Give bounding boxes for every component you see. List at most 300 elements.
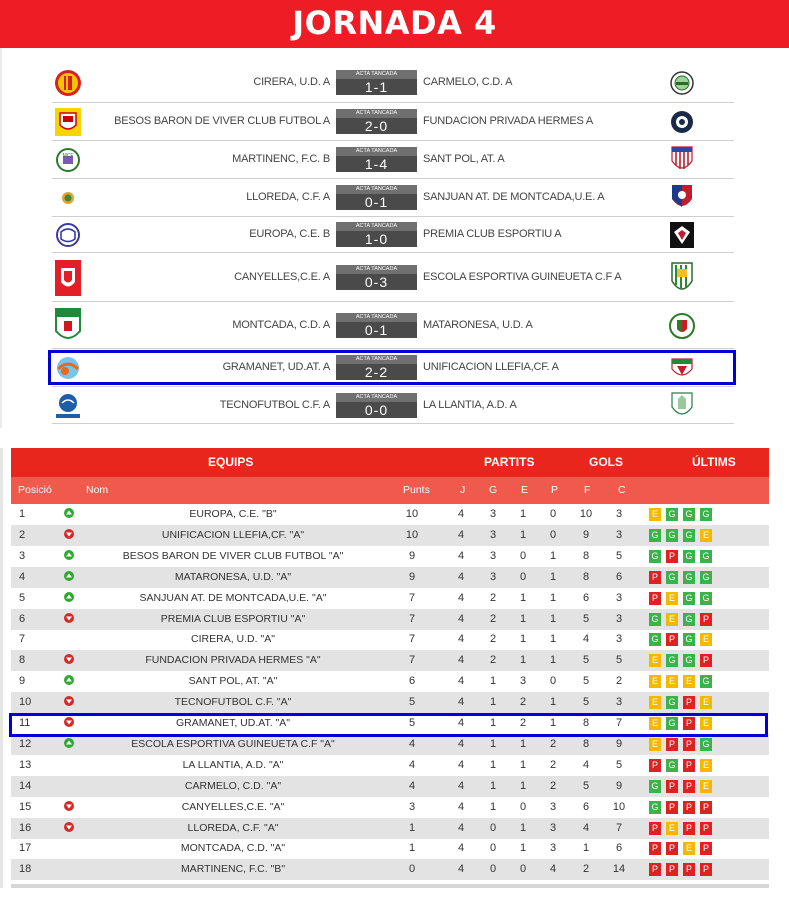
table-row[interactable] — [11, 650, 769, 671]
col-g: G — [489, 484, 498, 496]
last-result-badge: G — [649, 633, 661, 646]
goals-against-cell: 3 — [615, 528, 623, 541]
won-cell: 0 — [489, 842, 497, 855]
match-status: ACTA TANCADA — [336, 185, 417, 194]
table-group-header — [11, 448, 769, 477]
last-result-badge: G — [666, 654, 678, 667]
last-result-badge: G — [700, 550, 712, 563]
table-row[interactable] — [11, 629, 769, 650]
fixtures-edge — [0, 48, 2, 428]
played-cell: 4 — [457, 675, 465, 688]
team-name-cell[interactable]: ESCOLA ESPORTIVA GUINEUETA C.F "A" — [131, 737, 335, 750]
trend-up-icon — [64, 550, 74, 560]
points-cell: 9 — [408, 570, 416, 583]
last-result-badge: P — [666, 633, 678, 646]
position-cell: 2 — [19, 528, 26, 541]
highlight-row-gramanet — [9, 713, 768, 737]
besos-crest-icon — [54, 107, 82, 137]
hermes-crest-icon — [668, 107, 696, 137]
goals-against-cell: 14 — [612, 863, 626, 876]
drawn-cell: 1 — [519, 821, 527, 834]
position-cell: 16 — [19, 821, 32, 834]
match-status: ACTA TANCADA — [336, 147, 417, 156]
goals-for-cell: 5 — [582, 779, 590, 792]
points-cell: 1 — [408, 821, 416, 834]
last-result-badge: E — [649, 508, 661, 521]
drawn-cell: 0 — [519, 800, 527, 813]
position-cell: 13 — [19, 758, 32, 771]
team-name-cell[interactable]: MATARONESA, U.D. "A" — [174, 570, 292, 583]
position-cell: 5 — [19, 591, 26, 604]
points-cell: 10 — [405, 528, 419, 541]
last-result-badge: G — [683, 529, 695, 542]
won-cell: 2 — [489, 591, 497, 604]
table-row[interactable] — [11, 755, 769, 776]
last-result-badge: E — [666, 613, 678, 626]
played-cell: 4 — [457, 758, 465, 771]
last-result-badge: E — [666, 675, 678, 688]
match-row[interactable] — [52, 253, 734, 302]
last-result-badge: P — [649, 842, 661, 855]
col-name: Nom — [86, 484, 109, 496]
highlight-match-gramanet — [48, 350, 736, 385]
goals-for-cell: 5 — [582, 696, 590, 709]
drawn-cell: 1 — [519, 591, 527, 604]
match-row[interactable] — [52, 141, 734, 179]
home-team-name[interactable]: TECNOFUTBOL C.F. A — [219, 398, 330, 411]
last-result-badge: G — [649, 550, 661, 563]
lost-cell: 3 — [549, 842, 557, 855]
last-result-badge: G — [700, 508, 712, 521]
table-row[interactable] — [11, 692, 769, 713]
llantia-crest-icon — [668, 392, 696, 420]
away-team-name[interactable]: MATARONESA, U.D. A — [423, 318, 533, 331]
last-result-badge: E — [700, 717, 712, 730]
last-result-badge: P — [666, 801, 678, 814]
goals-against-cell: 5 — [615, 549, 623, 562]
team-name-cell[interactable]: FUNDACION PRIVADA HERMES "A" — [145, 654, 321, 667]
goals-against-cell: 3 — [615, 612, 623, 625]
won-cell: 1 — [489, 675, 497, 688]
won-cell: 3 — [489, 528, 497, 541]
drawn-cell: 1 — [519, 779, 527, 792]
trend-down-icon — [64, 529, 74, 539]
position-cell: 18 — [19, 863, 32, 876]
drawn-cell: 1 — [519, 633, 527, 646]
last-result-badge: P — [683, 863, 695, 876]
points-cell: 5 — [408, 717, 416, 729]
won-cell: 3 — [489, 508, 497, 520]
home-team-name[interactable]: CANYELLES,C.E. A — [234, 270, 330, 283]
away-team-name[interactable]: ESCOLA ESPORTIVA GUINEUETA C.F A — [423, 270, 622, 283]
lost-cell: 1 — [549, 591, 557, 604]
table-row[interactable] — [11, 567, 769, 588]
position-cell: 11 — [19, 717, 31, 729]
goals-against-cell: 10 — [612, 800, 626, 813]
team-name-cell[interactable]: CARMELO, C.D. "A" — [184, 779, 282, 792]
team-name-cell[interactable]: GRAMANET, UD.AT. "A" — [175, 717, 291, 729]
points-cell: 1 — [408, 842, 416, 855]
goals-for-cell: 4 — [582, 633, 590, 646]
drawn-cell: 1 — [519, 842, 527, 855]
drawn-cell: 2 — [519, 717, 527, 729]
europa-crest-icon — [54, 222, 82, 248]
played-cell: 4 — [457, 863, 465, 876]
won-cell: 0 — [489, 863, 497, 876]
points-cell: 7 — [408, 591, 416, 604]
drawn-cell: 0 — [519, 570, 527, 583]
table-row[interactable] — [11, 546, 769, 567]
match-status: ACTA TANCADA — [336, 265, 417, 274]
last-result-badge: G — [700, 592, 712, 605]
last-result-badge: E — [683, 842, 695, 855]
match-status: ACTA TANCADA — [336, 393, 417, 402]
last-result-badge: G — [683, 613, 695, 626]
team-name-cell[interactable]: SANT POL, AT. "A" — [188, 675, 278, 688]
match-row[interactable] — [52, 217, 734, 253]
away-team-name[interactable]: LA LLANTIA, A.D. A — [423, 398, 517, 411]
goals-against-cell: 6 — [615, 570, 623, 583]
lost-cell: 0 — [549, 675, 557, 688]
lost-cell: 1 — [549, 633, 557, 646]
last-result-badge: G — [700, 738, 712, 751]
last-result-badge: P — [683, 759, 695, 772]
match-score[interactable]: 0-0 — [336, 402, 417, 418]
played-cell: 4 — [457, 821, 465, 834]
last-result-badge: E — [700, 696, 712, 709]
match-status: ACTA TANCADA — [336, 313, 417, 322]
carmelo-crest-icon — [668, 68, 696, 98]
tecnofutbol-crest-icon — [54, 392, 82, 420]
lost-cell: 1 — [549, 696, 557, 709]
lost-cell: 1 — [549, 717, 557, 729]
goals-against-cell: 5 — [615, 758, 623, 771]
last-result-badge: G — [683, 633, 695, 646]
played-cell: 4 — [457, 570, 465, 583]
points-cell: 7 — [408, 633, 416, 646]
matches-group-label: PARTITS — [484, 455, 535, 469]
last-result-badge: E — [700, 759, 712, 772]
last-result-badge: P — [649, 571, 661, 584]
lost-cell: 2 — [549, 737, 557, 750]
lost-cell: 2 — [549, 779, 557, 792]
lost-cell: 1 — [549, 570, 557, 583]
last-group-label: ÚLTIMS — [692, 455, 736, 469]
drawn-cell: 1 — [519, 612, 527, 625]
home-team-name[interactable]: MARTINENC, F.C. B — [232, 153, 330, 165]
won-cell: 0 — [489, 821, 497, 834]
home-team-name[interactable]: MONTCADA, C.D. A — [232, 318, 330, 331]
goals-group-label: GOLS — [589, 455, 624, 469]
last-result-badge: E — [649, 717, 661, 730]
last-result-badge: P — [683, 738, 695, 751]
played-cell: 4 — [457, 528, 465, 541]
last-result-badge: G — [700, 675, 712, 688]
away-team-name[interactable]: CARMELO, C.D. A — [423, 75, 513, 88]
drawn-cell: 2 — [519, 696, 527, 709]
last-result-badge: P — [666, 863, 678, 876]
match-score[interactable]: 1-0 — [336, 231, 417, 247]
last-result-badge: G — [649, 780, 661, 793]
team-name-cell[interactable]: LLOREDA, C.F. "A" — [187, 821, 279, 834]
home-team-name[interactable]: GRAMANET, UD.AT. A — [222, 361, 330, 373]
lost-cell: 0 — [549, 528, 557, 541]
sanjuan-crest-icon — [668, 185, 696, 211]
goals-for-cell: 8 — [582, 737, 590, 750]
last-result-badge: G — [666, 759, 678, 772]
goals-for-cell: 5 — [582, 654, 590, 667]
table-row[interactable] — [11, 671, 769, 692]
last-result-badge: P — [700, 801, 712, 814]
drawn-cell: 0 — [519, 549, 527, 562]
match-status: ACTA TANCADA — [336, 222, 417, 231]
col-j: J — [460, 484, 466, 496]
lost-cell: 1 — [549, 612, 557, 625]
table-row[interactable] — [11, 838, 769, 859]
away-team-name[interactable]: UNIFICACION LLEFIA,CF. A — [423, 361, 559, 373]
team-name-cell[interactable]: EUROPA, C.E. "B" — [189, 508, 277, 520]
last-result-badge: G — [700, 571, 712, 584]
last-result-badge: P — [683, 822, 695, 835]
team-name-cell[interactable]: LA LLANTIA, A.D. "A" — [182, 758, 284, 771]
lost-cell: 3 — [549, 800, 557, 813]
table-row[interactable] — [11, 859, 769, 880]
match-row[interactable] — [52, 302, 734, 349]
lloreda-crest-icon — [54, 185, 82, 211]
match-row[interactable] — [52, 103, 734, 141]
table-row[interactable] — [11, 776, 769, 797]
team-name-cell[interactable]: TECNOFUTBOL C.F. "A" — [174, 696, 292, 709]
last-result-badge: E — [649, 738, 661, 751]
last-result-badge: G — [649, 613, 661, 626]
last-result-badge: P — [683, 801, 695, 814]
won-cell: 1 — [489, 737, 497, 750]
last-result-badge: P — [700, 613, 712, 626]
table-row[interactable] — [11, 818, 769, 839]
last-result-badge: E — [666, 592, 678, 605]
played-cell: 4 — [457, 633, 465, 646]
match-row[interactable] — [52, 62, 734, 103]
last-result-badge: P — [666, 550, 678, 563]
team-name-cell[interactable]: PREMIA CLUB ESPORTIU "A" — [160, 612, 306, 625]
drawn-cell: 1 — [519, 508, 527, 520]
played-cell: 4 — [457, 717, 465, 729]
match-score[interactable]: 2-0 — [336, 118, 417, 134]
points-cell: 9 — [408, 549, 416, 562]
goals-for-cell: 5 — [582, 612, 590, 625]
position-cell: 17 — [19, 842, 32, 855]
trend-up-icon — [64, 675, 74, 685]
drawn-cell: 3 — [519, 675, 527, 688]
position-cell: 8 — [19, 654, 26, 667]
last-result-badge: P — [700, 863, 712, 876]
points-cell: 4 — [408, 737, 416, 750]
points-cell: 4 — [408, 779, 416, 792]
last-result-badge: E — [700, 529, 712, 542]
home-team-name[interactable]: BESOS BARON DE VIVER CLUB FUTBOL A — [114, 115, 330, 127]
lost-cell: 1 — [549, 549, 557, 562]
col-pos: Posició — [18, 484, 52, 496]
match-row[interactable] — [52, 387, 734, 424]
table-bottom-shadow — [11, 884, 769, 888]
won-cell: 2 — [489, 612, 497, 625]
round-title: JORNADA 4 — [292, 4, 497, 42]
goals-for-cell: 4 — [582, 758, 590, 771]
won-cell: 2 — [489, 654, 497, 667]
team-name-cell[interactable]: CIRERA, U.D. "A" — [191, 633, 275, 646]
played-cell: 4 — [457, 779, 465, 792]
goals-against-cell: 2 — [615, 675, 623, 688]
goals-against-cell: 7 — [615, 821, 623, 834]
lost-cell: 3 — [549, 821, 557, 834]
home-team-name[interactable]: LLOREDA, C.F. A — [246, 191, 330, 203]
table-row[interactable] — [11, 588, 769, 609]
home-team-name[interactable]: EUROPA, C.E. B — [249, 228, 330, 240]
table-side-shadow — [0, 448, 3, 888]
goals-for-cell: 6 — [582, 800, 590, 813]
played-cell: 4 — [457, 612, 465, 625]
last-result-badge: P — [649, 822, 661, 835]
match-score[interactable]: 1-1 — [336, 79, 417, 95]
goals-for-cell: 8 — [582, 717, 590, 729]
svg-text:MCF: MCF — [62, 153, 74, 159]
team-name-cell[interactable]: MARTINENC, F.C. "B" — [180, 863, 286, 876]
table-row[interactable] — [11, 504, 769, 525]
away-team-name[interactable]: PREMIA CLUB ESPORTIU A — [423, 228, 562, 240]
won-cell: 1 — [489, 800, 497, 813]
trend-down-icon — [64, 654, 74, 664]
match-score[interactable]: 0-1 — [336, 194, 417, 210]
cirera-crest-icon — [54, 68, 82, 98]
last-result-badge: E — [683, 675, 695, 688]
trend-up-icon — [64, 592, 74, 602]
last-result-badge: E — [649, 675, 661, 688]
table-row[interactable] — [11, 734, 769, 755]
trend-up-icon — [64, 571, 74, 581]
won-cell: 1 — [489, 717, 497, 729]
lost-cell: 1 — [549, 654, 557, 667]
points-cell: 5 — [408, 696, 416, 709]
last-result-badge: G — [683, 550, 695, 563]
points-cell: 0 — [408, 863, 416, 876]
team-name-cell[interactable]: BESOS BARON DE VIVER CLUB FUTBOL "A" — [122, 549, 344, 562]
last-result-badge: E — [649, 654, 661, 667]
last-result-badge: E — [649, 696, 661, 709]
last-result-badge: P — [683, 780, 695, 793]
won-cell: 1 — [489, 779, 497, 792]
played-cell: 4 — [457, 508, 465, 520]
goals-for-cell: 5 — [582, 675, 590, 688]
played-cell: 4 — [457, 737, 465, 750]
drawn-cell: 1 — [519, 654, 527, 667]
last-result-badge: E — [700, 780, 712, 793]
goals-against-cell: 3 — [615, 696, 623, 709]
table-column-header — [11, 477, 769, 504]
lost-cell: 2 — [549, 758, 557, 771]
last-result-badge: G — [666, 696, 678, 709]
home-team-name[interactable]: CIRERA, U.D. A — [253, 75, 330, 88]
last-result-badge: P — [700, 842, 712, 855]
goals-against-cell: 6 — [615, 842, 623, 855]
team-name-cell[interactable]: UNIFICACION LLEFIA,CF. "A" — [161, 528, 305, 541]
last-result-badge: P — [683, 717, 695, 730]
goals-for-cell: 8 — [582, 549, 590, 562]
position-cell: 14 — [19, 779, 32, 792]
goals-for-cell: 8 — [582, 570, 590, 583]
position-cell: 6 — [19, 612, 26, 625]
last-result-badge: P — [649, 759, 661, 772]
col-points: Punts — [403, 484, 430, 496]
match-score[interactable]: 1-4 — [336, 156, 417, 172]
table-row[interactable] — [11, 609, 769, 630]
won-cell: 2 — [489, 633, 497, 646]
goals-against-cell: 9 — [615, 737, 623, 750]
away-team-name[interactable]: FUNDACION PRIVADA HERMES A — [423, 115, 594, 127]
team-name-cell[interactable]: MONTCADA, C.D. "A" — [180, 842, 286, 855]
played-cell: 4 — [457, 549, 465, 562]
away-team-name[interactable]: SANJUAN AT. DE MONTCADA,U.E. A — [423, 191, 605, 203]
last-result-badge: P — [649, 592, 661, 605]
last-result-badge: G — [666, 717, 678, 730]
goals-against-cell: 3 — [615, 591, 623, 604]
position-cell: 1 — [19, 508, 26, 520]
team-name-cell[interactable]: SANJUAN AT. DE MONTCADA,U.E. "A" — [139, 591, 327, 604]
position-cell: 7 — [19, 633, 26, 646]
drawn-cell: 0 — [519, 863, 527, 876]
played-cell: 4 — [457, 696, 465, 709]
played-cell: 4 — [457, 842, 465, 855]
canyelles-crest-icon — [54, 259, 82, 297]
trend-down-icon — [64, 822, 74, 832]
played-cell: 4 — [457, 654, 465, 667]
table-row[interactable] — [11, 525, 769, 546]
teams-group-label: EQUIPS — [208, 455, 254, 469]
team-name-cell[interactable]: CANYELLES,C.E. "A" — [181, 800, 285, 813]
last-result-badge: E — [666, 822, 678, 835]
played-cell: 4 — [457, 800, 465, 813]
last-result-badge: P — [700, 822, 712, 835]
goals-against-cell: 9 — [615, 779, 623, 792]
match-status: ACTA TANCADA — [336, 70, 417, 79]
last-result-badge: P — [683, 696, 695, 709]
round-header — [0, 0, 789, 48]
goals-for-cell: 2 — [582, 863, 590, 876]
martinenc-crest-icon — [54, 147, 82, 173]
position-cell: 9 — [19, 675, 26, 688]
points-cell: 7 — [408, 612, 416, 625]
goals-against-cell: 7 — [615, 717, 623, 729]
goals-for-cell: 1 — [582, 842, 590, 855]
match-score[interactable]: 2-2 — [336, 364, 417, 380]
last-result-badge: G — [683, 571, 695, 584]
goals-against-cell: 3 — [615, 508, 623, 520]
match-score[interactable]: 0-3 — [336, 274, 417, 290]
goals-for-cell: 10 — [579, 508, 593, 520]
last-result-badge: G — [683, 508, 695, 521]
col-e: E — [521, 484, 529, 496]
last-result-badge: G — [683, 654, 695, 667]
table-row[interactable] — [11, 797, 769, 818]
match-row[interactable] — [52, 179, 734, 217]
match-score[interactable]: 0-1 — [336, 322, 417, 338]
drawn-cell: 1 — [519, 758, 527, 771]
position-cell: 3 — [19, 549, 26, 562]
points-cell: 6 — [408, 675, 416, 688]
last-result-badge: G — [649, 801, 661, 814]
goals-against-cell: 5 — [615, 654, 623, 667]
position-cell: 10 — [19, 696, 32, 709]
away-team-name[interactable]: SANT POL, AT. A — [423, 153, 505, 165]
